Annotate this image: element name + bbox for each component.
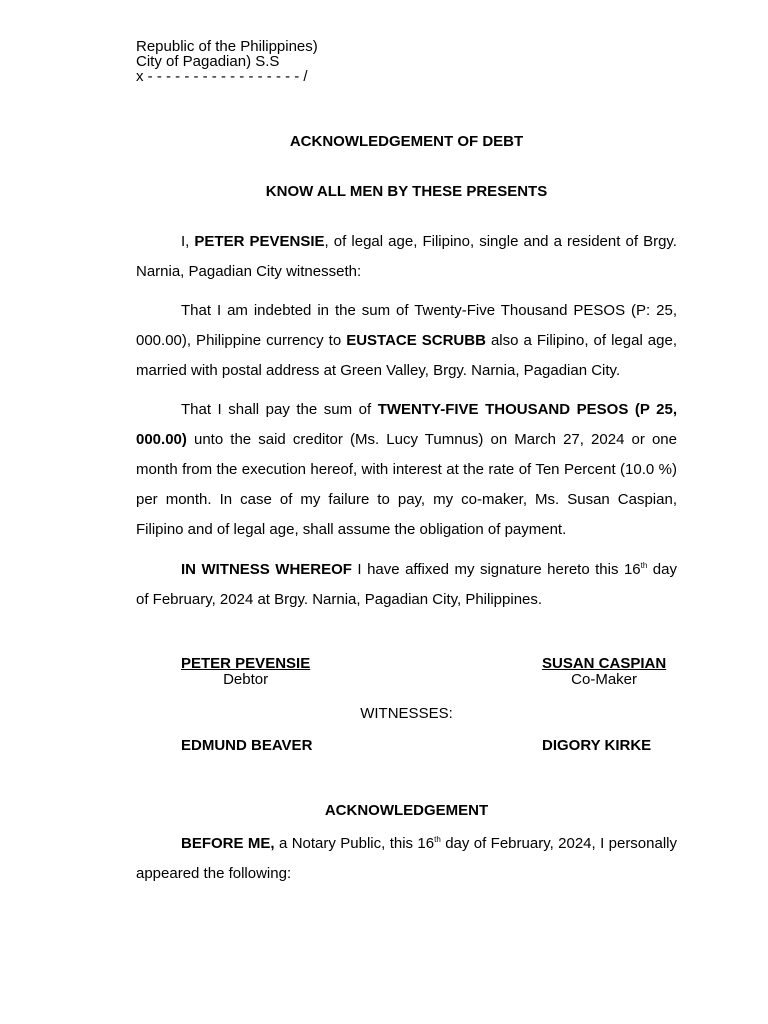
ack-lead: BEFORE ME,: [181, 835, 275, 852]
p2-text-a: That I am indebted in the sum of Twenty-Five Thousand PESOS (P: 25, 000.00), Philippine currency to: [136, 302, 677, 349]
p3-text-b: unto the said creditor (Ms. Lucy Tumnus) on March 27, 2024 or one month from the execution hereof, with interest at the rate of Ten Percent (10.0 %) per month. In case of my failure to pay, my co-maker, Ms. Susan Caspian, Filipino and of legal age, shall assume the obligation of payment.: [136, 431, 677, 538]
p4-text-a: I have affixed my signature hereto this 16: [351, 561, 641, 578]
header-line-city: City of Pagadian) S.S: [136, 53, 280, 70]
document-subtitle: KNOW ALL MEN BY THESE PRESENTS: [265, 183, 548, 200]
p1-text-b: , of legal age, Filipino, single and a resident of Brgy. Narnia, Pagadian City witnesseth:: [136, 233, 677, 280]
p1-text-a: I,: [181, 233, 195, 250]
header-line-republic: Republic of the Philippines): [136, 38, 318, 55]
comaker-signature-name: SUSAN CASPIAN: [542, 655, 667, 672]
debtor-signature-block: [181, 656, 310, 688]
ack-ordinal: th: [434, 835, 441, 844]
witness-left-name: EDMUND BEAVER: [181, 737, 313, 754]
paragraph-payment-terms: [136, 395, 677, 545]
paragraph-indebtedness: [136, 296, 677, 386]
witness-whereof-lead: IN WITNESS WHEREOF: [181, 561, 352, 578]
creditor-name: EUSTACE SCRUBB: [346, 332, 486, 349]
debtor-signature-name: PETER PEVENSIE: [181, 655, 311, 672]
comaker-signature-block: [542, 656, 666, 688]
comaker-role: Co-Maker: [571, 671, 638, 688]
p3-text-a: That I shall pay the sum of: [181, 401, 378, 418]
witness-right-name: DIGORY KIRKE: [542, 737, 652, 754]
acknowledgement-title: ACKNOWLEDGEMENT: [324, 802, 489, 819]
debtor-name: PETER PEVENSIE: [194, 233, 325, 250]
paragraph-witness-whereof: [136, 555, 677, 615]
p4-ordinal: th: [640, 561, 648, 570]
paragraph-identity: [136, 227, 677, 287]
witnesses-label: WITNESSES:: [360, 705, 453, 722]
p4-text-b: day of February, 2024 at Brgy. Narnia, Pagadian City, Philippines.: [136, 561, 677, 608]
p2-text-b: also a Filipino, of legal age, married with postal address at Green Valley, Brgy. Narnia, Pagadian City.: [136, 332, 677, 379]
header-line-separator: x - - - - - - - - - - - - - - - - - /: [136, 68, 308, 85]
venue-header: [136, 39, 318, 84]
paragraph-acknowledgement: [136, 829, 677, 889]
payment-amount: TWENTY-FIVE THOUSAND PESOS (P 25, 000.00): [136, 401, 677, 448]
ack-text-a: a Notary Public, this 16: [274, 835, 435, 852]
document-title: ACKNOWLEDGEMENT OF DEBT: [289, 133, 524, 150]
debtor-role: Debtor: [223, 671, 269, 688]
ack-text-b: day of February, 2024, I personally appeared the following:: [136, 835, 677, 882]
